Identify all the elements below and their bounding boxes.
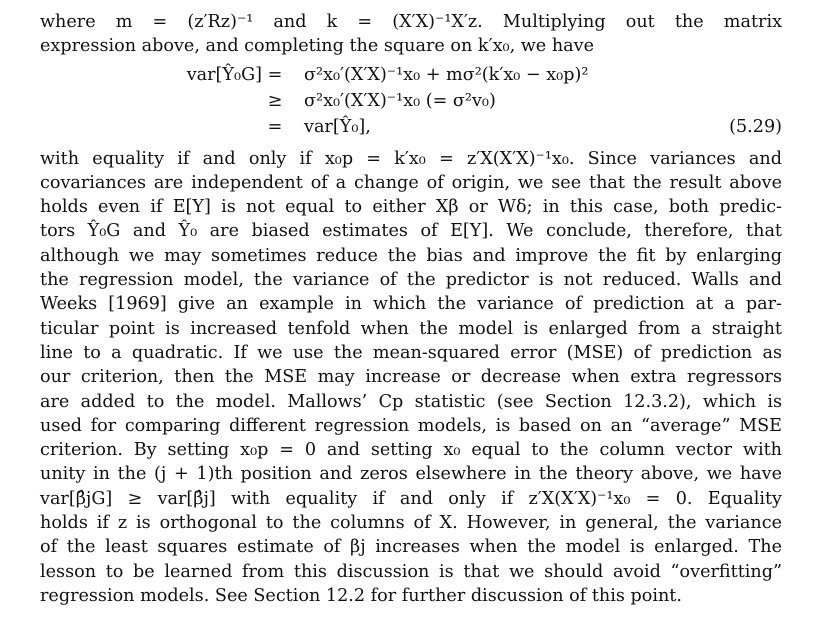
equation-lhs: var[Ŷ₀G] xyxy=(186,64,262,85)
body-line: ticular point is increased tenfold when the model is enlarged from a straight xyxy=(40,318,782,339)
body-line: Weeks [1969] give an example in which the variance of prediction at a par- xyxy=(40,294,782,315)
body-line: line to a quadratic. If we use the mean-squared error (MSE) of prediction as xyxy=(40,342,782,363)
text-page xyxy=(40,10,782,608)
body-line: although we may sometimes reduce the bias and improve the fit by enlarging xyxy=(40,245,782,266)
body-line: unity in the (j + 1)th position and zeros elsewhere in the theory above, we have xyxy=(40,464,782,485)
equation-relation: = xyxy=(267,64,283,85)
body-line: our criterion, then the MSE may increase or decrease when extra regressors xyxy=(40,367,782,388)
intro-line-2: expression above, and completing the square on k′x₀, we have xyxy=(40,36,594,57)
body-line-last: regression models. See Section 12.2 for further discussion of this point. xyxy=(40,585,682,606)
equation-relation: = xyxy=(267,116,283,137)
body-line: with equality if and only if x₀p = k′x₀ = z′X(X′X)⁻¹x₀. Since variances and xyxy=(40,148,782,169)
body-line: covariances are independent of a change of origin, we see that the result above xyxy=(40,172,782,193)
equation-rhs: σ²x₀′(X′X)⁻¹x₀ + mσ²(k′x₀ − x₀p)² xyxy=(304,64,589,85)
body-line: of the least squares estimate of βj increases when the model is enlarged. The xyxy=(40,537,782,558)
body-line: holds even if E[Y] is not equal to either Xβ or Wδ; in this case, both predic- xyxy=(40,197,782,218)
body-line: tors Ŷ₀G and Ŷ₀ are biased estimates of E[Y]. We conclude, therefore, that xyxy=(40,221,782,242)
body-line: are added to the model. Mallows’ Cp statistic (see Section 12.3.2), which is xyxy=(40,391,782,412)
equation-row-3 xyxy=(40,115,782,139)
equation-rhs: σ²x₀′(X′X)⁻¹x₀ (= σ²v₀) xyxy=(304,90,496,111)
equation-number: (5.29) xyxy=(729,116,782,137)
body-line: lesson to be learned from this discussion is that we should avoid “overfitting” xyxy=(40,561,782,582)
equation-rhs: var[Ŷ₀], xyxy=(304,116,371,137)
intro-line-1: where m = (z′Rz)⁻¹ and k = (X′X)⁻¹X′z. Multiplying out the matrix xyxy=(40,12,782,32)
equation-row-2 xyxy=(40,89,782,113)
equation-5-29 xyxy=(40,61,782,139)
body-line: criterion. By setting x₀p = 0 and setting x₀ equal to the column vector with xyxy=(40,440,782,461)
body-line: var[β̂jG] ≥ var[β̂j] with equality if and only if z′X(X′X)⁻¹x₀ = 0. Equality xyxy=(40,488,782,509)
equation-relation: ≥ xyxy=(267,90,283,111)
body-line: used for comparing different regression models, is based on an “average” MSE xyxy=(40,415,782,436)
body-line: the regression model, the variance of the predictor is not reduced. Walls and xyxy=(40,270,782,291)
equation-row-1 xyxy=(40,63,782,87)
body-line: holds if z is orthogonal to the columns of X. However, in general, the variance xyxy=(40,513,782,534)
